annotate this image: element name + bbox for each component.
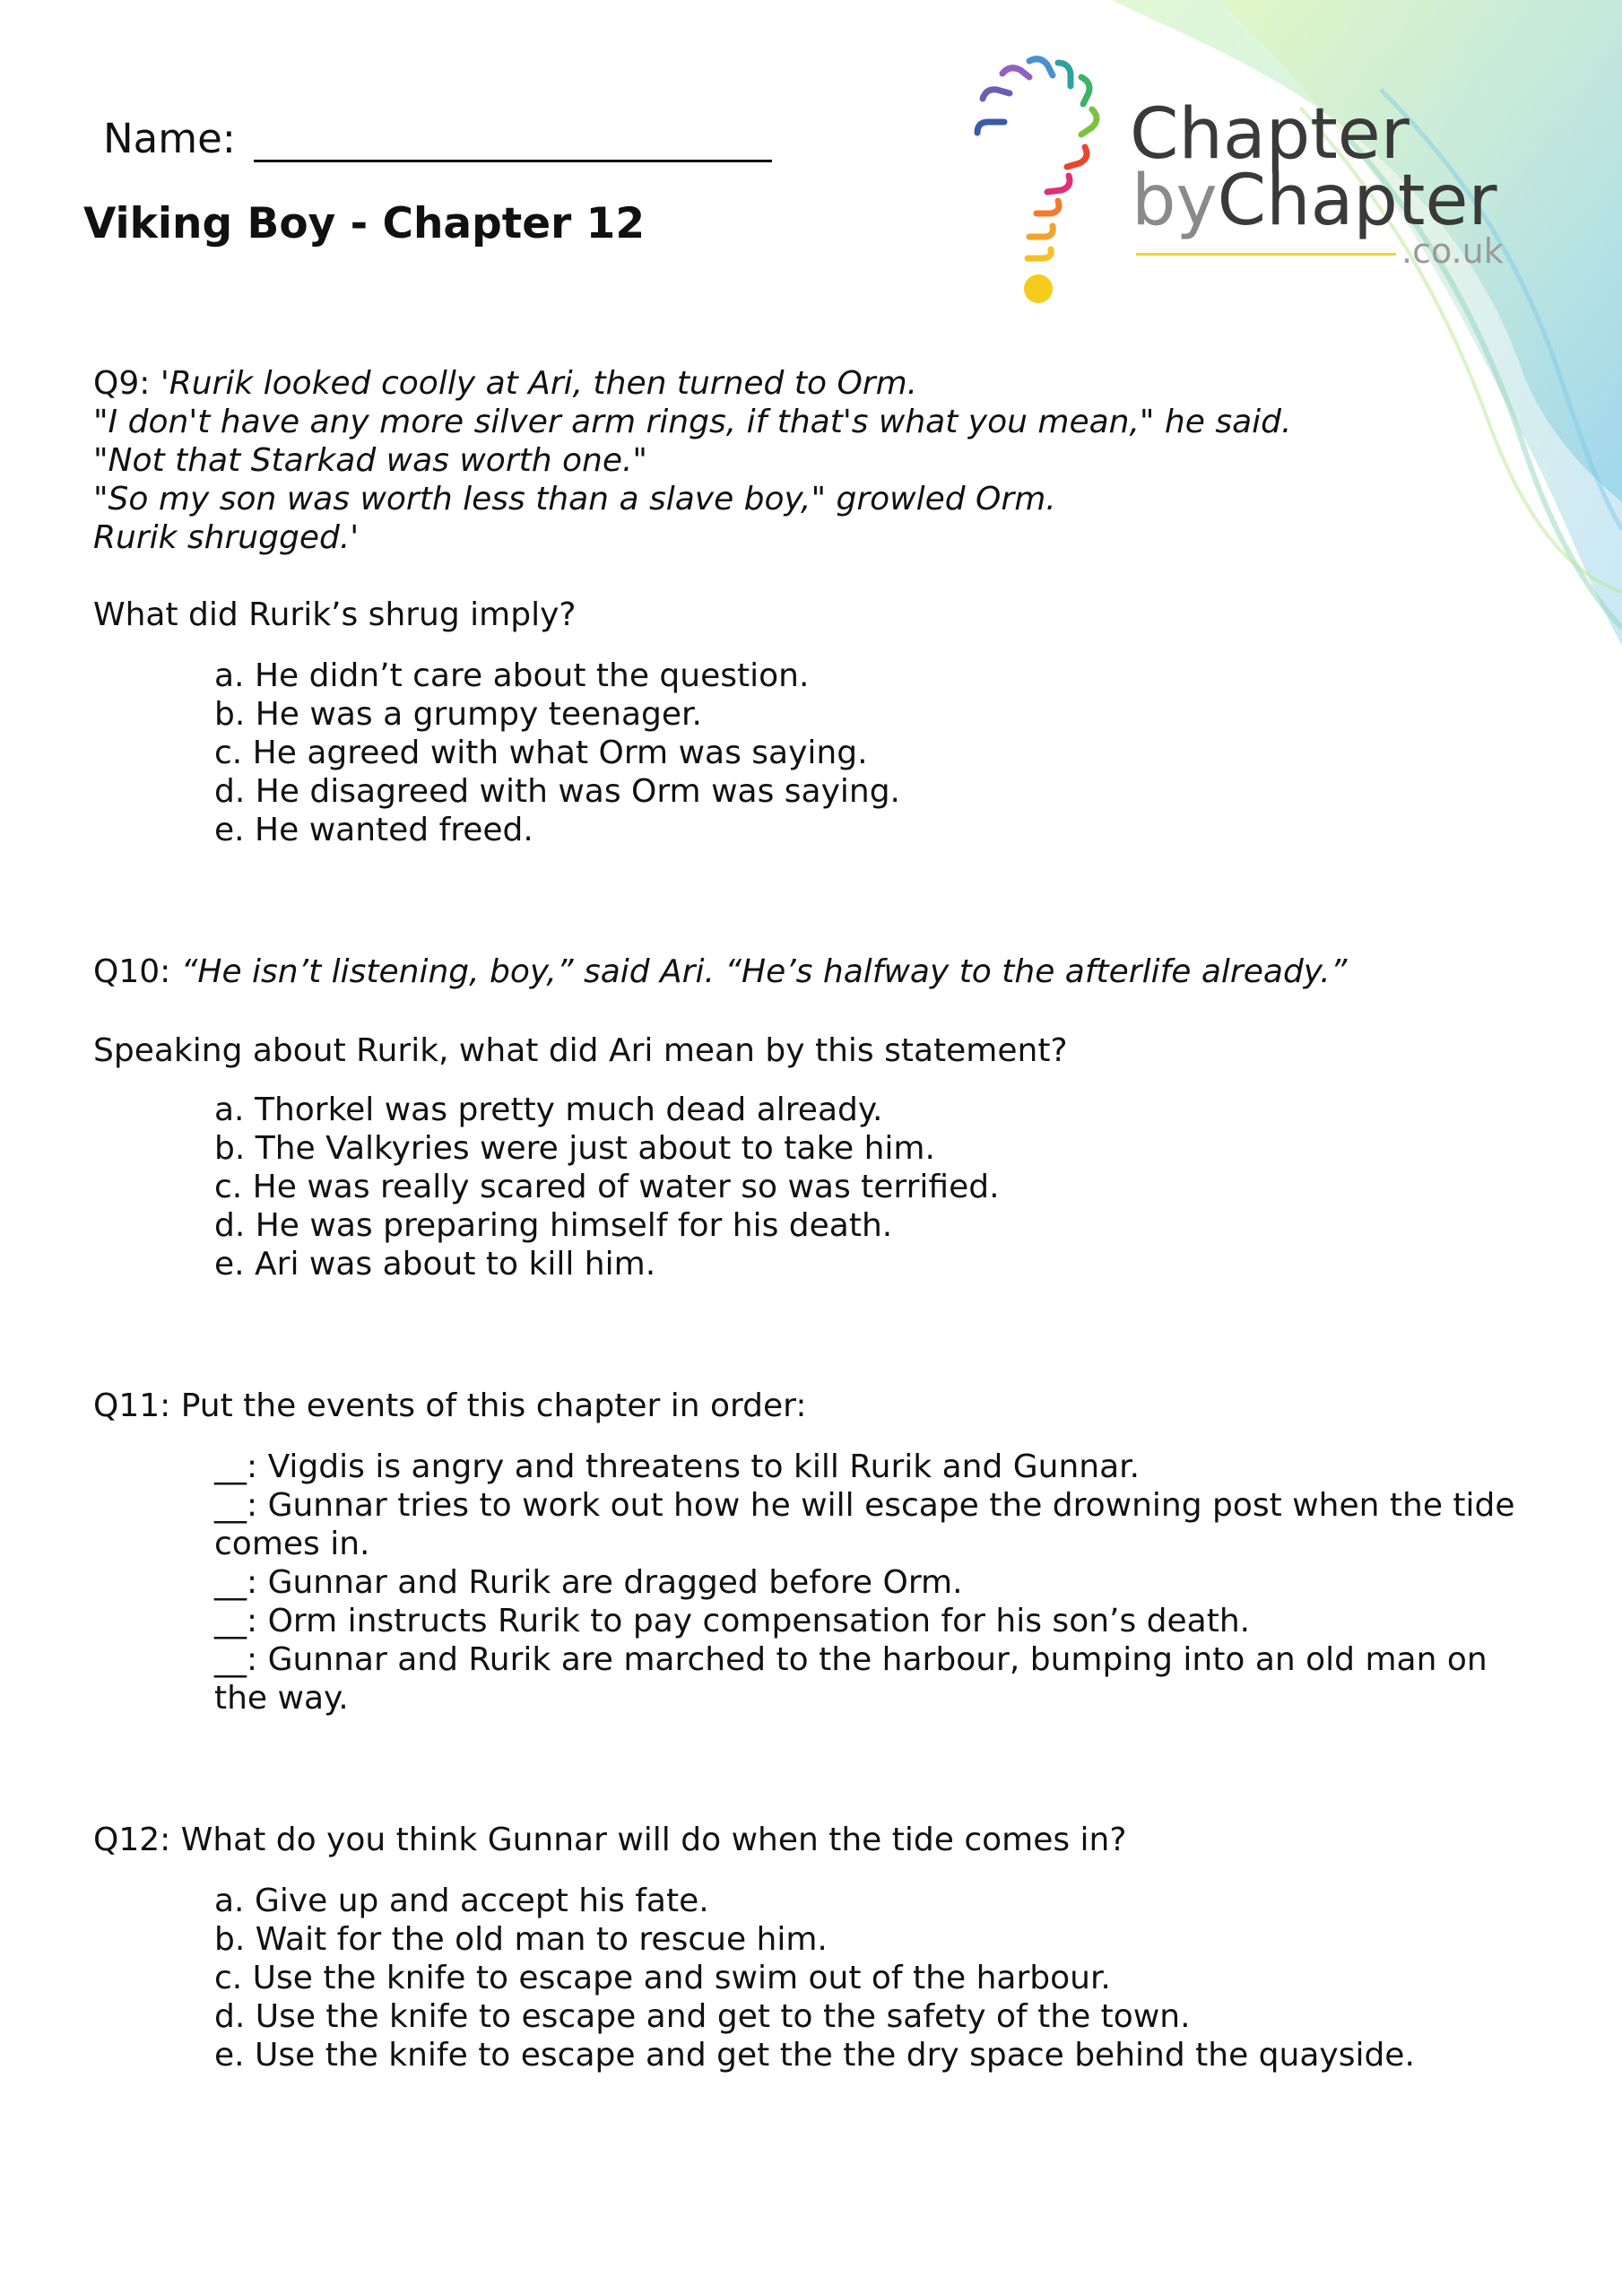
q9-quote-line: "So my son was worth less than a slave boy," growled Orm. [93, 481, 1056, 517]
q9-options [214, 657, 900, 849]
question-mark-books-icon [968, 54, 1130, 314]
q9-quote-line: Rurik shrugged.' [93, 519, 360, 556]
q12-option-d: d. Use the knife to escape and get to the safety of the town. [214, 1998, 1191, 2035]
q11-event: __: Gunnar and Rurik are marched to the harbour, bumping into an old man on the way. [214, 1641, 1488, 1717]
q9-option-a: a. He didn’t care about the question. [214, 657, 810, 694]
q11-event: __: Gunnar and Rurik are dragged before Orm. [214, 1564, 963, 1601]
q9-label: Q9: [93, 365, 151, 402]
q10-option-c: c. He was really scared of water so was terrified. [214, 1169, 1000, 1205]
logo-word-chapter: Chapter [1130, 94, 1409, 175]
q10-quote-text: “He isn’t listening, boy,” said Ari. “He’s halfway to the afterlife already.” [180, 953, 1348, 990]
worksheet-title: Viking Boy - Chapter 12 [83, 199, 646, 248]
q12-option-a: a. Give up and accept his fate. [214, 1883, 709, 1919]
q9-option-b: b. He was a grumpy teenager. [214, 696, 702, 733]
q9-quote-line: "I don't have any more silver arm rings, if that's what you mean," he said. [93, 404, 1292, 440]
q9-quote [93, 364, 1291, 557]
q10-prompt: Speaking about Rurik, what did Ari mean by this statement? [93, 1032, 1068, 1069]
q9-option-e: e. He wanted freed. [214, 812, 533, 848]
q10-option-a: a. Thorkel was pretty much dead already. [214, 1091, 883, 1128]
q12-option-e: e. Use the knife to escape and get the the dry space behind the quayside. [214, 2037, 1415, 2074]
q11-event: __: Orm instructs Rurik to pay compensation for his son’s death. [214, 1603, 1251, 1639]
q11-event: __: Vigdis is angry and threatens to kill Rurik and Gunnar. [214, 1448, 1141, 1485]
q10-option-b: b. The Valkyries were just about to take him. [214, 1130, 935, 1167]
q9-quote-line: 'Rurik looked coolly at Ari, then turned to Orm. [160, 365, 918, 402]
q11-event: __: Gunnar tries to work out how he will escape the drowning post when the tide comes in. [214, 1487, 1515, 1562]
chapter-by-chapter-logo [968, 54, 1542, 314]
name-label: Name: [103, 115, 236, 162]
name-field-row [103, 115, 772, 162]
q9-quote-line: "Not that Starkad was worth one." [93, 442, 647, 479]
logo-word-by: by [1132, 161, 1218, 241]
name-input-line[interactable] [254, 120, 772, 162]
logo-word-bychapter [1132, 161, 1497, 241]
q10-quote [93, 952, 1347, 991]
q9-prompt: What did Rurik’s shrug imply? [93, 596, 577, 633]
q9-option-d: d. He disagreed with was Orm was saying. [214, 773, 900, 810]
q9-option-c: c. He agreed with what Orm was saying. [214, 735, 868, 771]
q12-prompt: Q12: What do you think Gunnar will do when the tide comes in? [93, 1822, 1127, 1858]
q10-label: Q10: [93, 953, 171, 990]
q10-options [214, 1091, 1000, 1283]
q11-events [214, 1448, 1523, 1718]
q12-option-c: c. Use the knife to escape and swim out of the harbour. [214, 1960, 1111, 1996]
q11-prompt: Q11: Put the events of this chapter in order: [93, 1387, 807, 1424]
logo-underline [1136, 253, 1396, 256]
q12-option-b: b. Wait for the old man to rescue him. [214, 1921, 828, 1958]
q12-options [214, 1882, 1415, 2074]
logo-word-chapter-2: Chapter [1217, 161, 1497, 241]
logo-domain: .co.uk [1401, 231, 1504, 271]
q10-option-d: d. He was preparing himself for his death. [214, 1207, 893, 1244]
q10-option-e: e. Ari was about to kill him. [214, 1246, 656, 1283]
